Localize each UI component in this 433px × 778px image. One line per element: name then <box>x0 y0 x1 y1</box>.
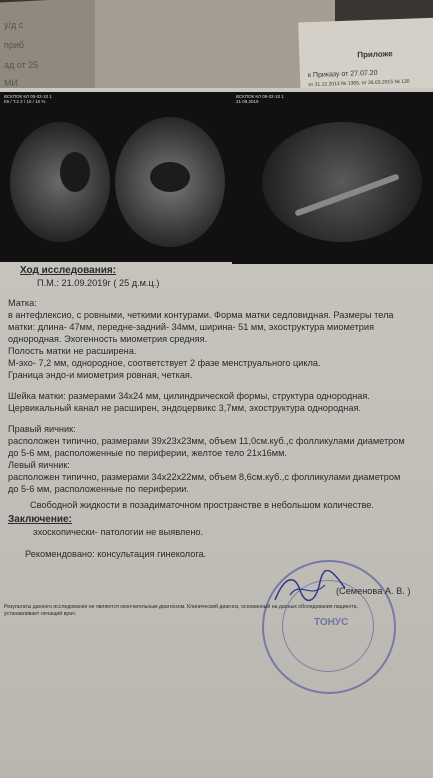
left-ovary-line: расположен типично, размерами 34х22х22мм, объем 8,6см.куб.,с фолликулами диаметром <box>8 472 401 482</box>
ultrasound-header-right: ВСКПОК КЛ 05-02-10 1 21.09.2019 <box>236 94 284 104</box>
doctor-name: (Семенова А. В. ) <box>336 586 411 596</box>
bg-left-text-2: приб <box>4 40 25 50</box>
uterus-title: Матка: <box>8 298 37 308</box>
fluid-line: Свободной жидкости в позадиматочном пространстве в небольшом количестве. <box>30 500 374 510</box>
uterus-line: Полость матки не расширена. <box>8 346 137 356</box>
bg-right-line2: от 31.12.2013 № 1365, от 26.03.2015 № 130 <box>308 78 410 89</box>
cervix-line: Шейка матки: размерами 34х24 мм, цилиндрической формы, структура однородная. <box>8 391 370 401</box>
uterus-line: однородная. Эхогенность миометрия средняя. <box>8 334 208 344</box>
conclusion-heading: Заключение: <box>8 514 72 525</box>
scan-dark-area-1 <box>60 152 90 192</box>
report-heading: Ход исследования: <box>20 265 117 276</box>
right-ovary-line: расположен типично, размерами 39х23х23мм, объем 11,0см.куб.,с фолликулами диаметром <box>8 436 405 446</box>
bg-right-line1: к Приказу от 27.07.20 <box>307 69 378 80</box>
recommendation-text: Рекомендовано: консультация гинеколога. <box>25 549 207 559</box>
ultrasound-image-right <box>232 92 433 264</box>
bg-right-header: Приложе <box>357 49 393 60</box>
scan-dark-area-2 <box>150 162 190 192</box>
footnote-line2: устанавливает лечащий врач. <box>4 611 77 617</box>
stamp-text: ТОНУС <box>314 617 349 628</box>
left-ovary-line: до 5-6 мм, расположенные по периферии. <box>8 484 189 494</box>
bg-left-text-4: МИ <box>4 78 18 88</box>
cervix-line: Цервикальный канал не расширен, эндоцервикс 3,7мм, эхоструктура однородная. <box>8 403 361 413</box>
ultrasound-image-left <box>0 92 232 262</box>
bg-left-text-3: ад от 25 <box>4 60 39 70</box>
scan-region-1 <box>10 122 110 242</box>
conclusion-text: эхоскопически- патологии не выявлено. <box>33 527 204 537</box>
uterus-line: в антефлексио, с ровными, четкими контурами. Форма матки седловидная. Размеры тела <box>8 310 394 320</box>
uterus-line: М-эхо- 7,2 мм, однородное, соответствует 2 фазе менструального цикла. <box>8 358 321 368</box>
right-ovary-line: до 5-6 мм, расположенные по периферии, желтое тело 21х16мм. <box>8 448 287 458</box>
bg-left-text-1: у/д с <box>4 20 24 30</box>
left-ovary-title: Левый яичник: <box>8 460 70 470</box>
right-ovary-title: Правый яичник: <box>8 424 76 434</box>
uterus-line: матки: длина- 47мм, передне-задний- 34мм, ширина- 51 мм, эхоструктура миометрия <box>8 322 375 332</box>
ultrasound-header: ВСКПОК КЛ 05-02-10 1 К5 / Т.2 2 / 10 / 10 % <box>4 94 52 104</box>
lmp-line: П.М.: 21.09.2019г ( 25 д.м.ц.) <box>37 278 160 288</box>
uterus-line: Граница эндо-и миометрия ровная, четкая. <box>8 370 193 380</box>
footnote-line1: Результаты данного исследования не являются окончательным диагнозом. Клинический диагноз, основанный на данных обследования пациента, <box>4 604 358 610</box>
scan-region-3 <box>262 122 422 242</box>
